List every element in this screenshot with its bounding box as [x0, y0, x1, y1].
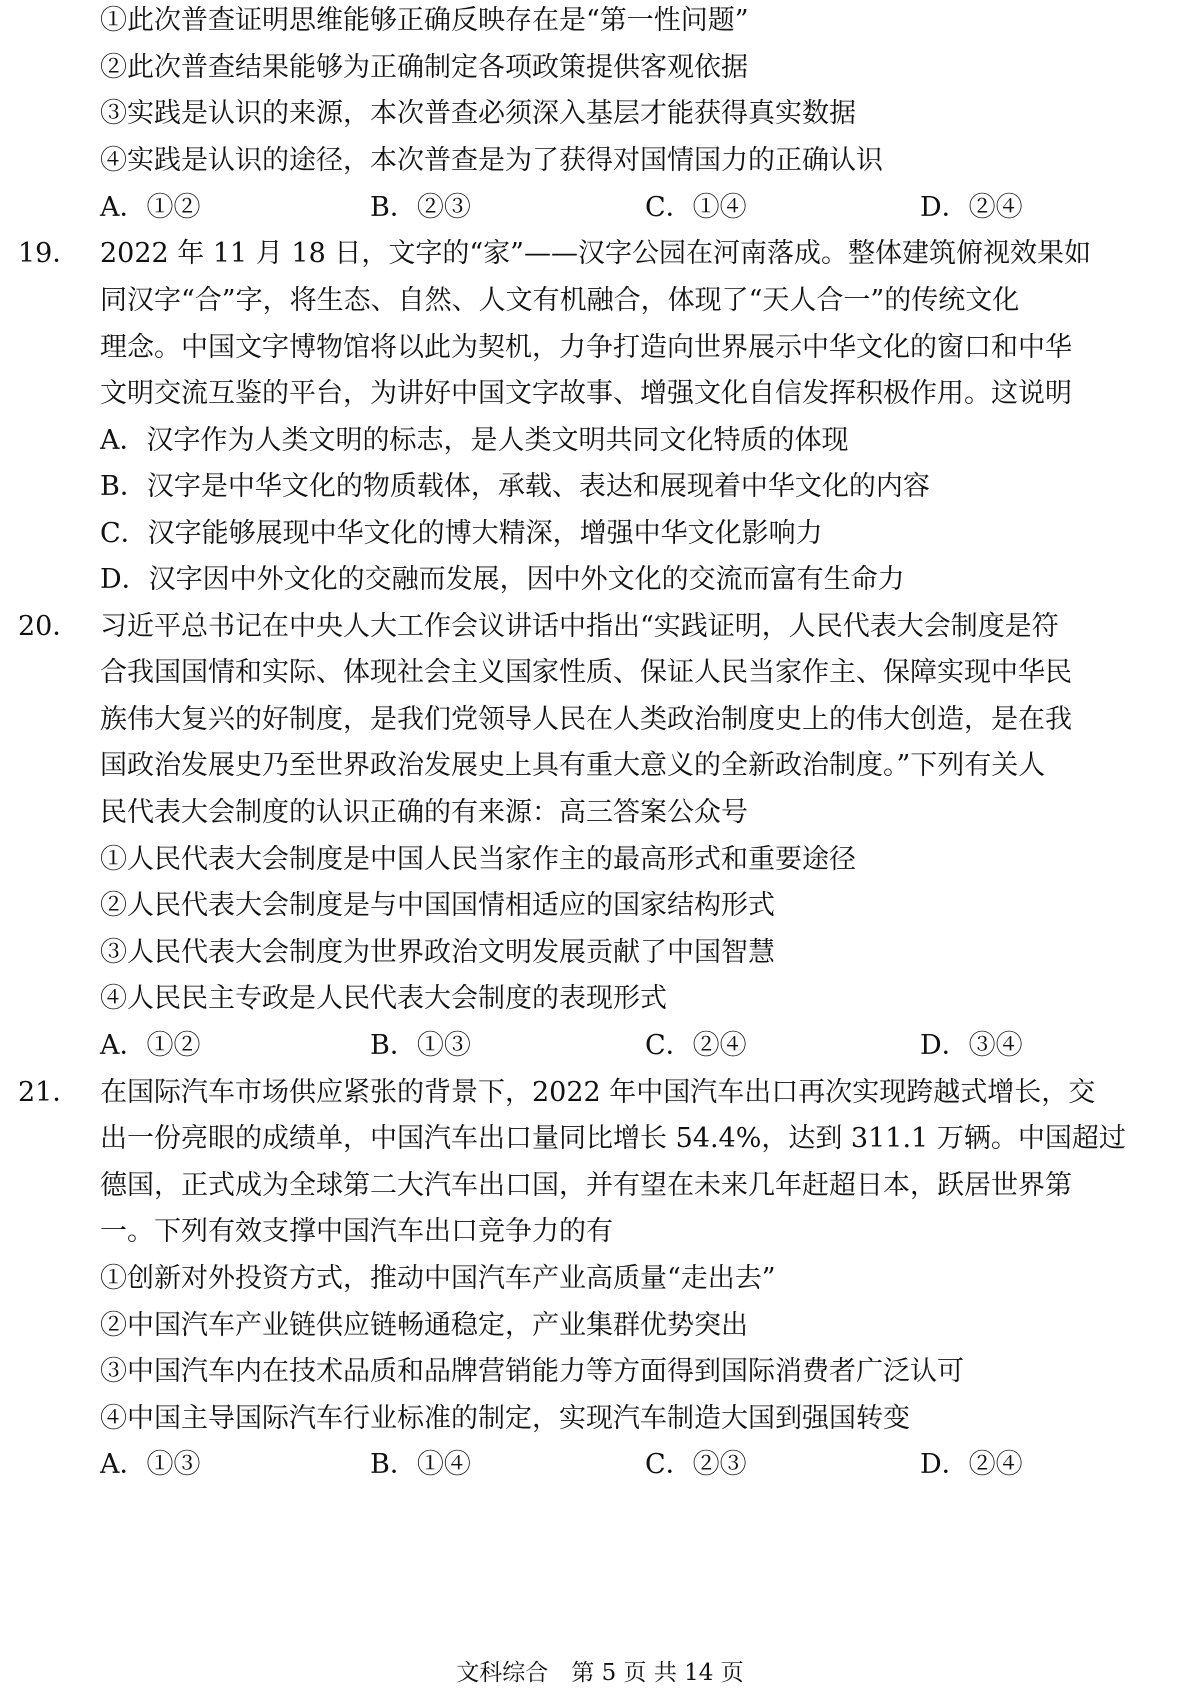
- q18-statement-2: ②此次普查结果能够为正确制定各项政策提供客观依据: [100, 52, 748, 83]
- q18-answer-a: A．①②: [100, 192, 201, 223]
- q21-number: 21．: [18, 1077, 80, 1108]
- q21-answer-a: A．①③: [100, 1449, 201, 1480]
- q21-statement-4: ④中国主导国际汽车行业标准的制定，实现汽车制造大国到强国转变: [100, 1403, 910, 1434]
- q21-statement-2: ②中国汽车产业链供应链畅通稳定，产业集群优势突出: [100, 1310, 748, 1341]
- q20-answer-row: [100, 1028, 1140, 1064]
- q20-answer-d: D．③④: [920, 1030, 1023, 1061]
- q20-stem-line-2: 合我国国情和实际、体现社会主义国家性质、保证人民当家作主、保障实现中华民: [100, 657, 1072, 688]
- q19-option-b: B．汉字是中华文化的物质载体，承载、表达和展现着中华文化的内容: [100, 471, 930, 502]
- q18-answer-row: [100, 190, 1140, 226]
- q20-statement-2: ②人民代表大会制度是与中国国情相适应的国家结构形式: [100, 890, 775, 921]
- q20-stem-line-5: 民代表大会制度的认识正确的有来源：高三答案公众号: [100, 797, 748, 828]
- q20-answer-b: B．①③: [370, 1030, 471, 1061]
- q21-statement-3: ③中国汽车内在技术品质和品牌营销能力等方面得到国际消费者广泛认可: [100, 1356, 964, 1387]
- q18-answer-d: D．②④: [920, 192, 1023, 223]
- q20-answer-a: A．①②: [100, 1030, 201, 1061]
- q18-statement-4: ④实践是认识的途径，本次普查是为了获得对国情国力的正确认识: [100, 145, 883, 176]
- q20-stem-line-3: 族伟大复兴的好制度，是我们党领导人民在人类政治制度史上的伟大创造，是在我: [100, 704, 1072, 735]
- q21-answer-d: D．②④: [920, 1449, 1023, 1480]
- page-footer: 文科综合 第 5 页 共 14 页: [456, 1660, 744, 1686]
- q21-stem-line-4: 一。下列有效支撑中国汽车出口竞争力的有: [100, 1216, 613, 1247]
- q21-answer-b: B．①④: [370, 1449, 471, 1480]
- q19-option-a: A．汉字作为人类文明的标志，是人类文明共同文化特质的体现: [100, 425, 849, 456]
- q19-option-d: D．汉字因中外文化的交融而发展，因中外文化的交流而富有生命力: [100, 564, 905, 595]
- q18-statement-3: ③实践是认识的来源，本次普查必须深入基层才能获得真实数据: [100, 98, 856, 129]
- q21-answer-row: [100, 1447, 1140, 1483]
- q20-statement-4: ④人民民主专政是人民代表大会制度的表现形式: [100, 983, 667, 1014]
- q19-stem-line-3: 理念。中国文字博物馆将以此为契机，力争打造向世界展示中华文化的窗口和中华: [100, 332, 1072, 363]
- q18-answer-b: B．②③: [370, 192, 471, 223]
- q19-stem-line-4: 文明交流互鉴的平台，为讲好中国文字故事、增强文化自信发挥积极作用。这说明: [100, 378, 1072, 409]
- q20-stem-line-1: 习近平总书记在中央人大工作会议讲话中指出“实践证明，人民代表大会制度是符: [100, 611, 1059, 642]
- q18-answer-c: C．①④: [645, 192, 747, 223]
- q21-stem-line-3: 德国，正式成为全球第二大汽车出口国，并有望在未来几年赶超日本，跃居世界第: [100, 1170, 1072, 1201]
- q20-answer-c: C．②④: [645, 1030, 747, 1061]
- q21-stem-line-1: 在国际汽车市场供应紧张的背景下，2022 年中国汽车出口再次实现跨越式增长，交: [100, 1077, 1096, 1108]
- q19-stem-line-1: 2022 年 11 月 18 日，文字的“家”——汉字公园在河南落成。整体建筑俯视效果如: [100, 238, 1091, 269]
- q19-number: 19．: [18, 238, 80, 269]
- q20-statement-1: ①人民代表大会制度是中国人民当家作主的最高形式和重要途径: [100, 844, 856, 875]
- q21-answer-c: C．②③: [645, 1449, 747, 1480]
- q18-statement-1: ①此次普查证明思维能够正确反映存在是“第一性问题”: [100, 5, 749, 36]
- q20-statement-3: ③人民代表大会制度为世界政治文明发展贡献了中国智慧: [100, 937, 775, 968]
- q20-number: 20．: [18, 611, 80, 642]
- q20-stem-line-4: 国政治发展史乃至世界政治发展史上具有重大意义的全新政治制度。”下列有关人: [100, 750, 1046, 781]
- q19-option-c: C．汉字能够展现中华文化的博大精深，增强中华文化影响力: [100, 518, 823, 549]
- q19-stem-line-2: 同汉字“合”字，将生态、自然、人文有机融合，体现了“天人合一”的传统文化: [100, 285, 1020, 316]
- q21-stem-line-2: 出一份亮眼的成绩单，中国汽车出口量同比增长 54.4%，达到 311.1 万辆。中国超过: [100, 1123, 1126, 1154]
- q21-statement-1: ①创新对外投资方式，推动中国汽车产业高质量“走出去”: [100, 1263, 776, 1294]
